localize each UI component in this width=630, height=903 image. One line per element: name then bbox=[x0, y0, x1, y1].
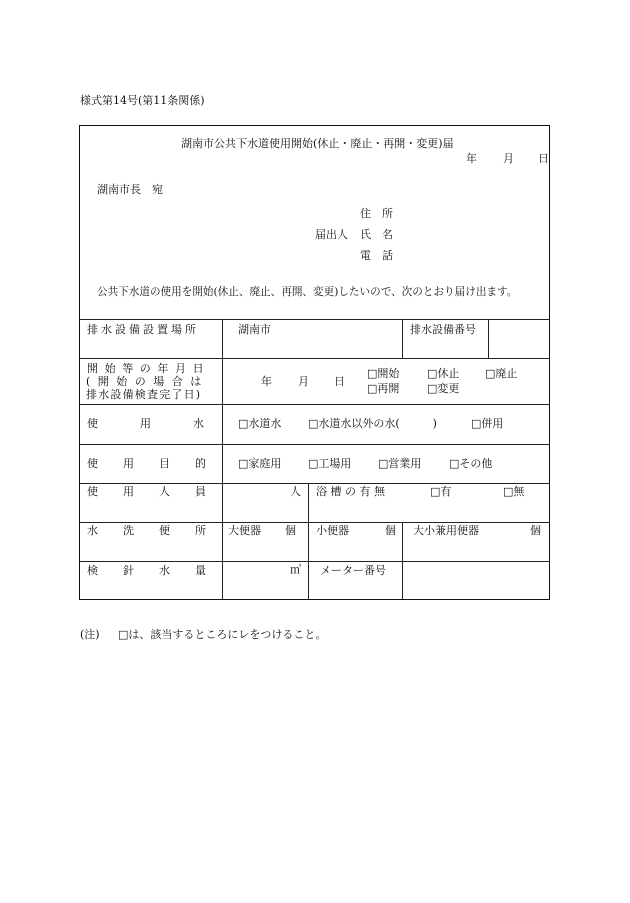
people-label: 使用人員 bbox=[87, 485, 231, 498]
form-number: 様式第14号(第11条関係) bbox=[80, 94, 205, 107]
start-date-label: 開始等の年月日 bbox=[87, 362, 211, 375]
column-divider bbox=[488, 319, 489, 358]
resume-checkbox[interactable]: □再開 bbox=[367, 382, 400, 395]
row-divider bbox=[80, 561, 549, 562]
column-divider bbox=[308, 483, 309, 599]
address-label: 住 所 bbox=[360, 207, 393, 220]
water-other-checkbox[interactable]: □水道水以外の水( ) bbox=[308, 417, 437, 430]
note-text: □は、該当するところにレをつけること。 bbox=[118, 628, 327, 641]
row-divider bbox=[80, 319, 549, 320]
notification-form bbox=[79, 125, 550, 600]
change-checkbox[interactable]: □変更 bbox=[427, 382, 460, 395]
row-divider bbox=[80, 444, 549, 445]
location-value: 湖南市 bbox=[238, 323, 271, 336]
bath-label: 浴槽の有無 bbox=[316, 485, 389, 498]
abolish-checkbox[interactable]: □廃止 bbox=[485, 367, 518, 380]
purpose-factory-checkbox[interactable]: □工場用 bbox=[308, 457, 352, 470]
toilet-large-unit: 個 bbox=[285, 524, 296, 537]
meter-number-label: メーター番号 bbox=[320, 564, 386, 577]
date-day-label: 日 bbox=[538, 152, 549, 165]
inspection-date-label: 排水設備検査完了日) bbox=[86, 388, 202, 401]
row-divider bbox=[80, 522, 549, 523]
start-date-sub-label: (開始の場合は bbox=[86, 375, 209, 388]
purpose-other-checkbox[interactable]: □その他 bbox=[449, 457, 493, 470]
purpose-business-checkbox[interactable]: □営業用 bbox=[378, 457, 422, 470]
date-month-label: 月 bbox=[503, 152, 514, 165]
phone-label: 電 話 bbox=[360, 249, 393, 262]
toilet-small-label: 小便器 bbox=[316, 524, 349, 537]
start-day-label: 日 bbox=[334, 375, 345, 388]
start-year-label: 年 bbox=[261, 375, 272, 388]
name-label: 氏 名 bbox=[360, 228, 393, 241]
start-month-label: 月 bbox=[298, 375, 309, 388]
toilet-large-label: 大便器 bbox=[228, 524, 261, 537]
toilet-label: 水洗便所 bbox=[87, 524, 231, 537]
column-divider bbox=[402, 319, 403, 358]
row-divider bbox=[80, 404, 549, 405]
row-divider bbox=[80, 358, 549, 359]
addressee: 湖南市長 宛 bbox=[97, 183, 163, 196]
date-year-label: 年 bbox=[466, 152, 477, 165]
applicant-label: 届出人 bbox=[315, 228, 348, 241]
location-label-text: 排水設備設置場所 bbox=[87, 323, 199, 336]
form-title: 湖南市公共下水道使用開始(休止・廃止・再開・変更)届 bbox=[181, 137, 454, 150]
statement: 公共下水道の使用を開始(休止、廃止、再開、変更)したいので、次のとおり届け出ます。 bbox=[97, 286, 518, 298]
row-divider bbox=[80, 483, 549, 484]
purpose-home-checkbox[interactable]: □家庭用 bbox=[238, 457, 282, 470]
meter-unit: ㎥ bbox=[290, 563, 301, 576]
bath-no-checkbox[interactable]: □無 bbox=[503, 485, 525, 498]
water-both-checkbox[interactable]: □併用 bbox=[471, 417, 504, 430]
people-unit: 人 bbox=[290, 485, 301, 498]
bath-yes-checkbox[interactable]: □有 bbox=[430, 485, 452, 498]
water-city-checkbox[interactable]: □水道水 bbox=[238, 417, 282, 430]
location-label bbox=[87, 323, 214, 337]
note-label: (注) bbox=[80, 628, 100, 641]
suspend-checkbox[interactable]: □休止 bbox=[427, 367, 460, 380]
water-label: 使用水 bbox=[87, 417, 246, 430]
purpose-label: 使用目的 bbox=[87, 457, 231, 470]
drain-number-label: 排水設備番号 bbox=[410, 323, 476, 336]
toilet-small-unit: 個 bbox=[385, 524, 396, 537]
meter-label: 検針水量 bbox=[87, 564, 231, 577]
start-checkbox[interactable]: □開始 bbox=[367, 367, 400, 380]
column-divider bbox=[402, 522, 403, 599]
toilet-dual-unit: 個 bbox=[530, 524, 541, 537]
toilet-dual-label: 大小兼用便器 bbox=[413, 524, 479, 537]
